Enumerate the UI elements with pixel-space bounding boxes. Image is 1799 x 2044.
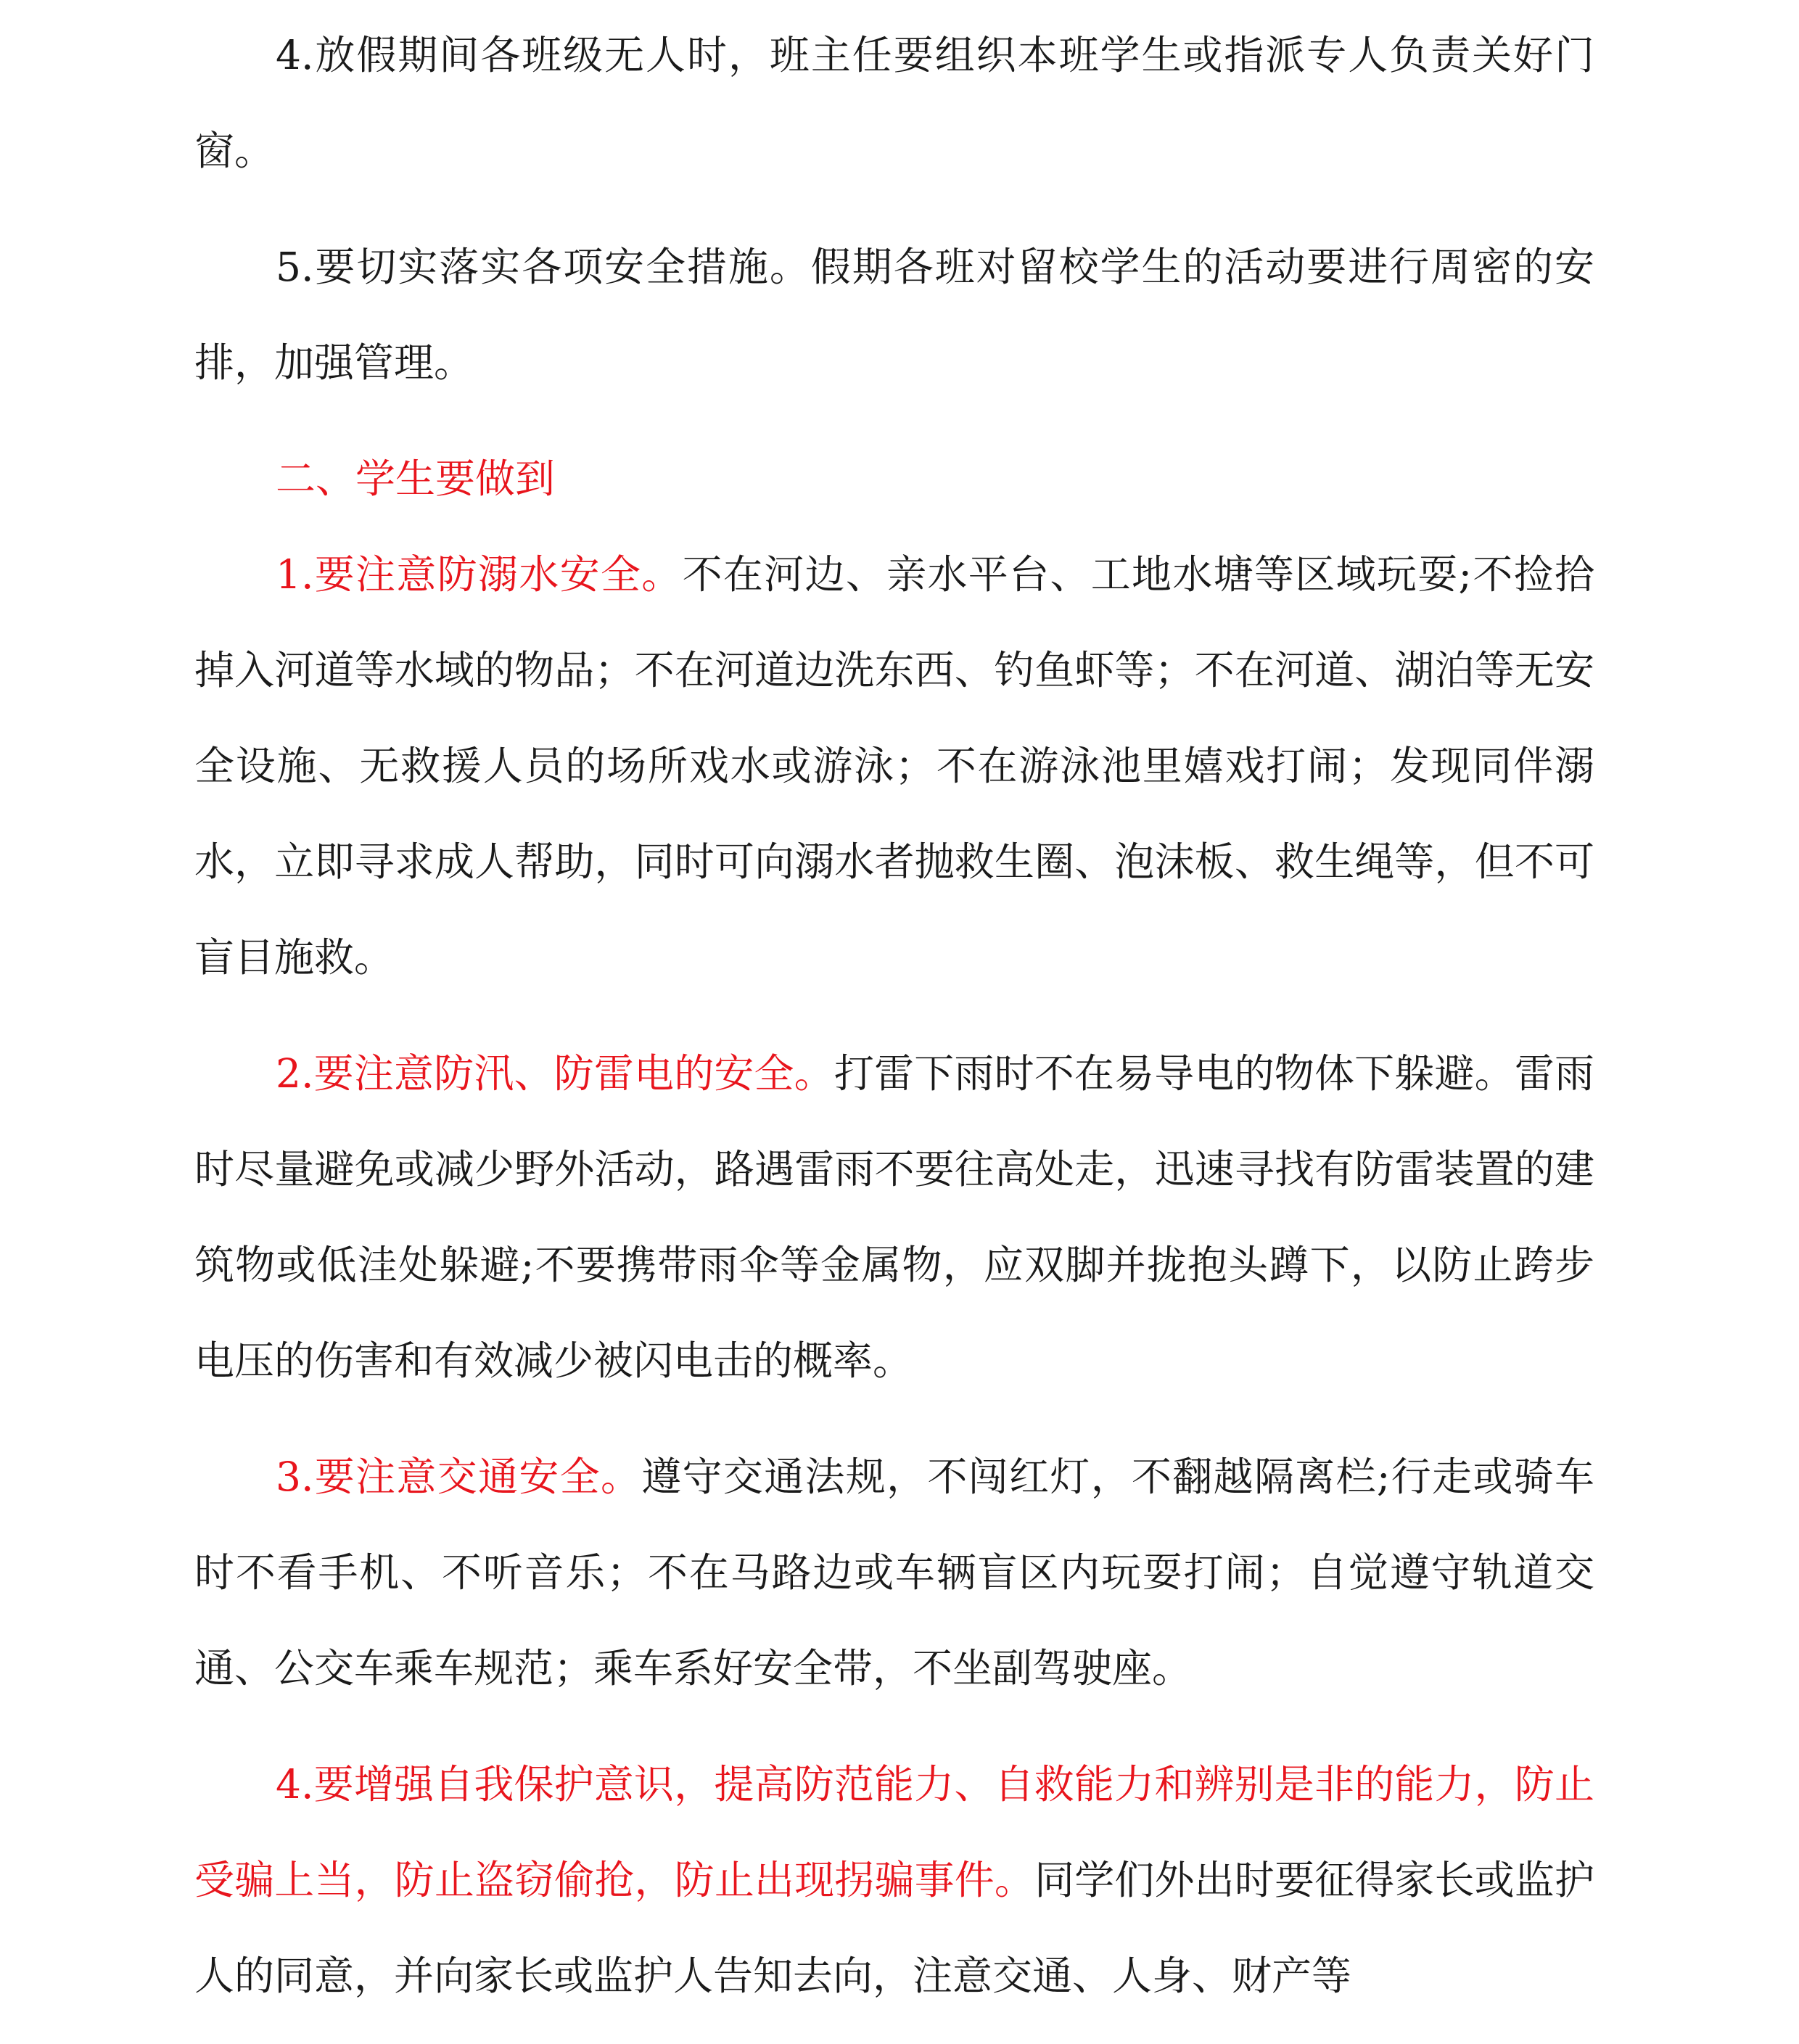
paragraph-text: 4.放假期间各班级无人时，班主任要组织本班学生或指派专人负责关好门窗。: [194, 32, 1594, 174]
paragraph-drowning-safety: [194, 527, 1594, 1005]
document-body: [194, 7, 1594, 2044]
paragraph-text: 遵守交通法规，不闯红灯，不翻越隔离栏;行走或骑车时不看手机、不听音乐；不在马路边或车辆盲区内玩耍打闹；自觉遵守轨道交通、公交车乘车规范；乘车系好安全带，不坐副驾驶座。: [194, 1454, 1594, 1691]
paragraph-traffic-safety: [194, 1429, 1594, 1716]
paragraph-item-4-close-windows: [194, 7, 1594, 199]
paragraph-item-5-safety-measures: [194, 219, 1594, 411]
paragraph-text: 5.要切实落实各项安全措施。假期各班对留校学生的活动要进行周密的安排，加强管理。: [194, 244, 1594, 386]
section-heading-students: [194, 431, 1594, 527]
paragraph-text: 打雷下雨时不在易导电的物体下躲避。雷雨时尽量避免或减少野外活动，路遇雷雨不要往高处走，迅速寻找有防雷装置的建筑物或低洼处躲避;不要携带雨伞等金属物，应双脚并拢抱头蹲下，以防止跨步电压的伤害和有效减少被闪电击的概率。: [194, 1050, 1594, 1384]
paragraph-lead-highlight: 4.要增强自我保护意识，提高防范能力、自救能力和辨别是非的能力，防止受骗上当，防止盗窃偷抢，防止出现拐骗事件。: [194, 1761, 1594, 1903]
paragraph-text: 同学们外出时要征得家长或监护人的同意，并向家长或监护人告知去向，注意交通、人身、财产等: [194, 1857, 1594, 1999]
paragraph-flood-lightning-safety: [194, 1026, 1594, 1409]
paragraph-text: 不在河边、亲水平台、工地水塘等区域玩耍;不捡拾掉入河道等水域的物品；不在河道边洗东西、钓鱼虾等；不在河道、湖泊等无安全设施、无救援人员的场所戏水或游泳；不在游泳池里嬉戏打闹；发现同伴溺水，立即寻求成人帮助，同时可向溺水者抛救生圈、泡沫板、救生绳等，但不可盲目施救。: [194, 551, 1594, 981]
section-heading-text: 二、学生要做到: [276, 456, 556, 502]
paragraph-lead-highlight: 2.要注意防汛、防雷电的安全。: [276, 1050, 834, 1097]
paragraph-lead-highlight: 3.要注意交通安全。: [276, 1454, 642, 1500]
paragraph-self-protection: [194, 1736, 1594, 2024]
paragraph-lead-highlight: 1.要注意防溺水安全。: [276, 551, 683, 598]
